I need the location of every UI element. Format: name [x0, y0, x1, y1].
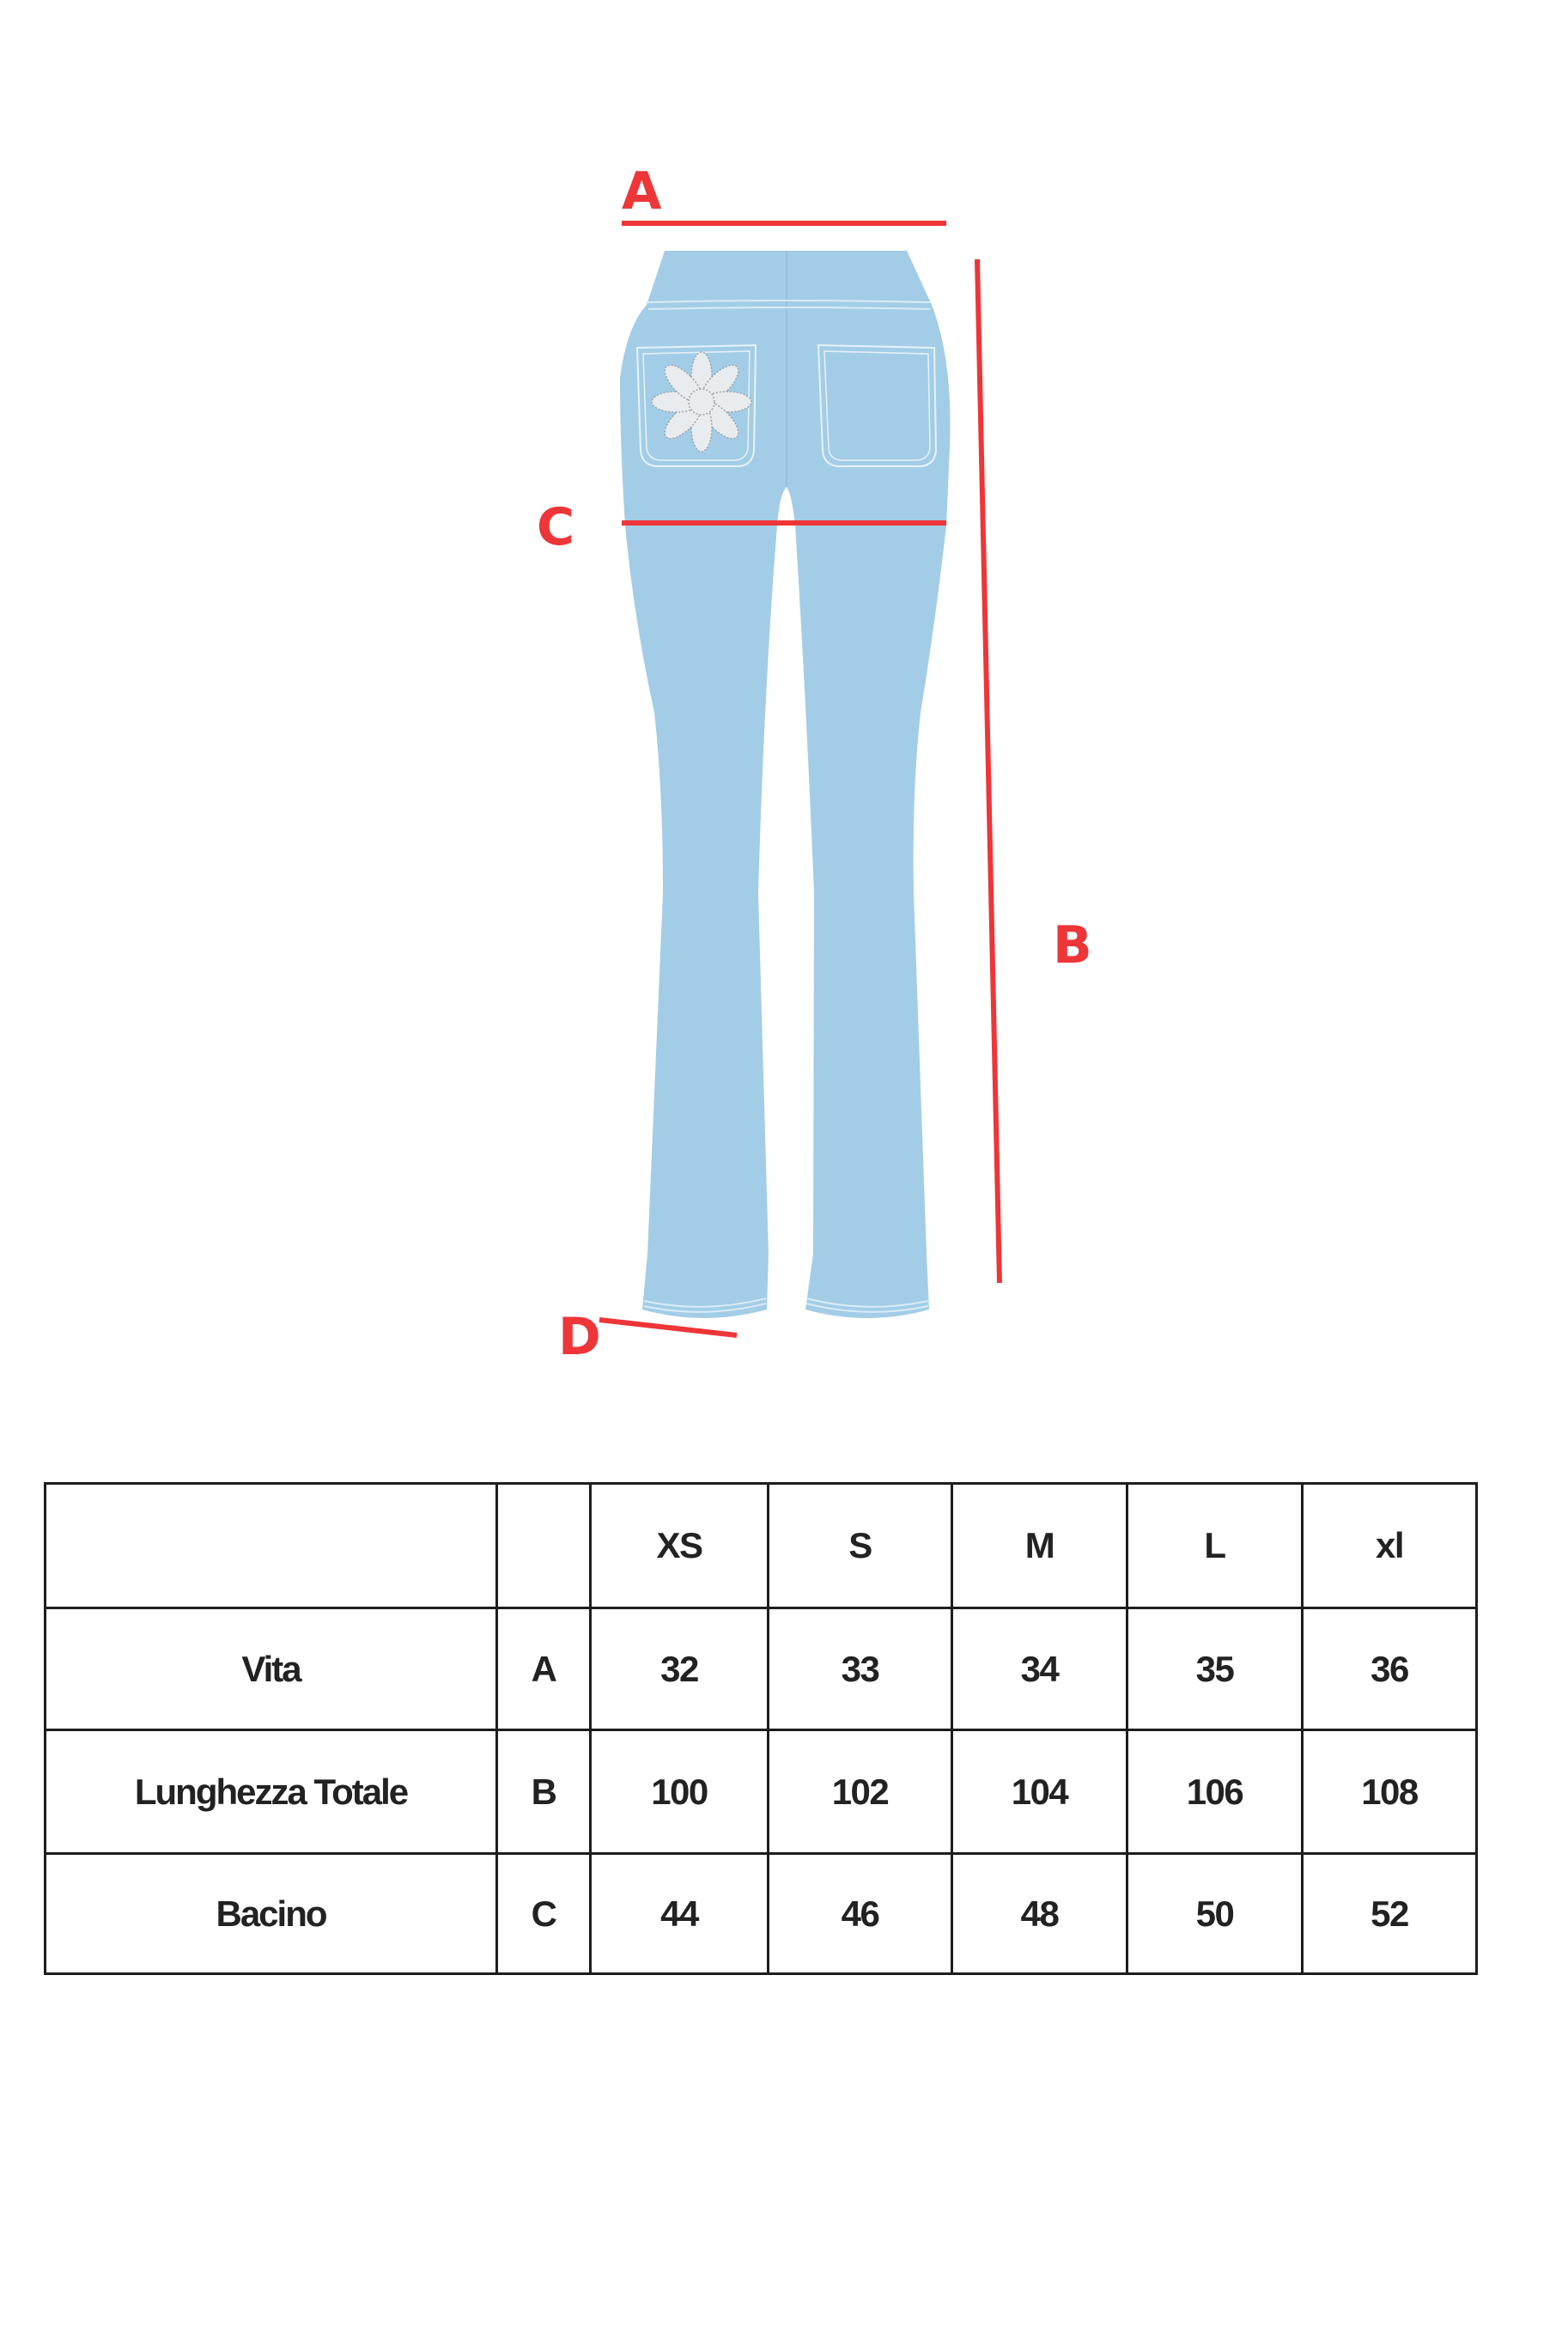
table-cell: 104 [952, 1730, 1127, 1854]
header-size-l: L [1127, 1484, 1303, 1608]
table-cell: 52 [1303, 1854, 1477, 1974]
table-header-row [46, 1484, 1477, 1608]
row-name: Bacino [46, 1854, 497, 1974]
size-chart-table [44, 1482, 1478, 1975]
table-cell: 46 [769, 1854, 952, 1974]
table-cell: 108 [1303, 1730, 1477, 1854]
row-code: C [497, 1854, 591, 1974]
table-cell: 100 [591, 1730, 769, 1854]
table-cell: 106 [1127, 1730, 1303, 1854]
flower-embroidery-icon [652, 352, 751, 452]
table-cell: 35 [1127, 1608, 1303, 1730]
table-cell: 50 [1127, 1854, 1303, 1974]
row-name: Vita [46, 1608, 497, 1730]
row-name: Lunghezza Totale [46, 1730, 497, 1854]
table-row-bacino [46, 1854, 1477, 1974]
measure-label-a: A [622, 161, 662, 222]
header-code-cell [497, 1484, 591, 1608]
table-row-vita [46, 1608, 1477, 1730]
table-cell: 102 [769, 1730, 952, 1854]
header-size-m: M [952, 1484, 1127, 1608]
table-cell: 33 [769, 1608, 952, 1730]
table-cell: 32 [591, 1608, 769, 1730]
measure-line-b [977, 259, 1000, 1283]
table-cell: 44 [591, 1854, 769, 1974]
row-code: A [497, 1608, 591, 1730]
header-size-s: S [769, 1484, 952, 1608]
header-size-xs: XS [591, 1484, 769, 1608]
row-code: B [497, 1730, 591, 1854]
measure-label-c: C [537, 497, 575, 557]
trousers-shape [620, 251, 951, 1318]
measure-label-d: D [558, 1307, 601, 1367]
header-size-xl: xl [1303, 1484, 1477, 1608]
measure-line-d [599, 1320, 737, 1335]
table-row-lunghezza-totale [46, 1730, 1477, 1854]
table-cell: 48 [952, 1854, 1127, 1974]
table-cell: 36 [1303, 1608, 1477, 1730]
measure-label-b: B [1053, 915, 1092, 975]
header-name-cell [46, 1484, 497, 1608]
table-cell: 34 [952, 1608, 1127, 1730]
